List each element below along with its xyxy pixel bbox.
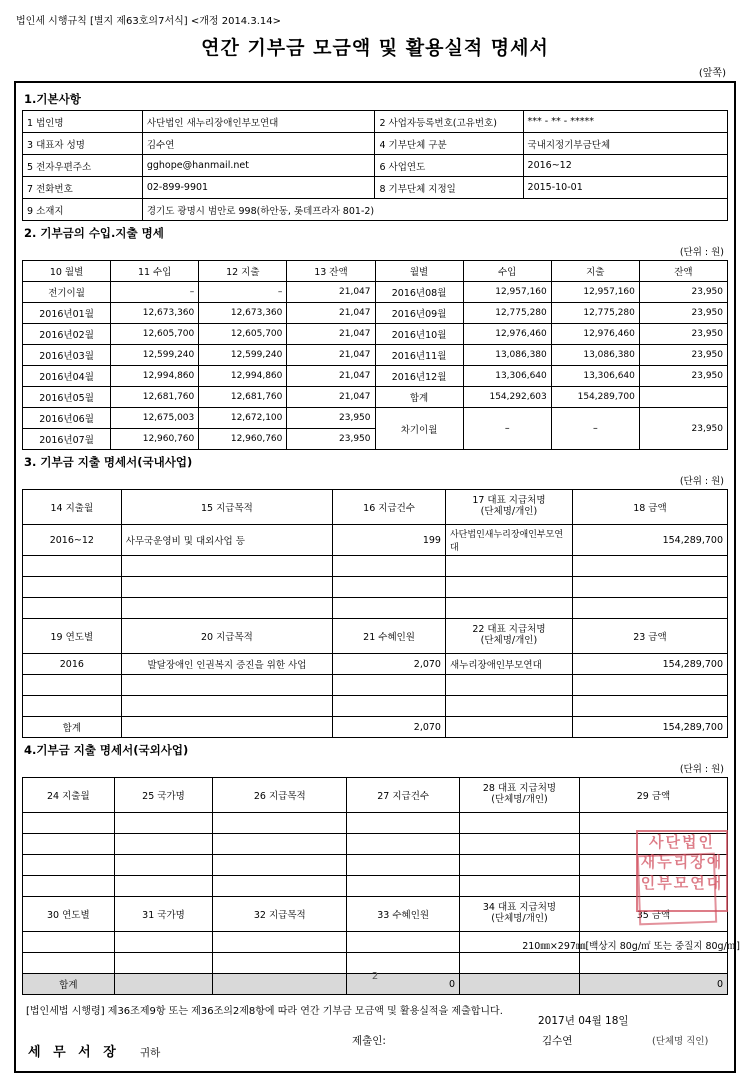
cell-payment-count: 199	[333, 525, 446, 556]
cell-empty	[213, 876, 347, 897]
cell-month: 2016년12월	[375, 366, 463, 387]
cell-total-balance	[639, 387, 727, 408]
cell-expense: 12,960,760	[199, 429, 287, 450]
cell-empty	[23, 598, 122, 619]
th-payment-purpose: 15 지급목적	[121, 490, 333, 525]
cell-empty	[347, 834, 460, 855]
cell-empty	[121, 556, 333, 577]
th-purpose-year-overseas: 32 지급목적	[213, 897, 347, 932]
cell-empty	[445, 577, 572, 598]
cell-balance: 23,950	[639, 303, 727, 324]
table-row	[23, 834, 728, 855]
value-designation-date: 2015-10-01	[523, 177, 727, 199]
cell-empty	[347, 932, 460, 953]
cell-total-beneficiaries-overseas: 0	[347, 974, 460, 995]
table-row	[23, 177, 728, 199]
cell-empty	[121, 717, 333, 738]
th-country-year: 31 국가명	[114, 897, 213, 932]
th-payee-year	[445, 619, 572, 654]
cell-empty	[445, 696, 572, 717]
cell-empty	[347, 855, 460, 876]
cell-total-income: 154,292,603	[463, 387, 551, 408]
page-number: 2	[371, 971, 379, 982]
th-income-right: 수입	[463, 261, 551, 282]
table-row	[23, 133, 728, 155]
cell-carryover-expense: –	[551, 408, 639, 450]
table-row	[23, 598, 728, 619]
cell-total-amount: 154,289,700	[572, 717, 727, 738]
cell-balance: 21,047	[287, 324, 375, 345]
page-title: 연간 기부금 모금액 및 활용실적 명세서	[201, 37, 549, 59]
th-income-left: 11 수입	[111, 261, 199, 282]
cell-empty	[333, 675, 446, 696]
cell-month: 2016년04월	[23, 366, 111, 387]
cell-balance: 23,950	[287, 408, 375, 429]
cell-balance: 21,047	[287, 366, 375, 387]
cell-empty	[23, 855, 115, 876]
cell-empty	[23, 876, 115, 897]
value-fiscal-year: 2016~12	[523, 155, 727, 177]
table-row	[23, 387, 728, 408]
submitter-label: 제출인:	[352, 1035, 386, 1047]
cell-income: 12,775,280	[463, 303, 551, 324]
cell-empty	[114, 834, 213, 855]
table-row	[23, 345, 728, 366]
submission-date: 2017년 04월 18일	[538, 1015, 629, 1027]
cell-month: 전기이월	[23, 282, 111, 303]
th-payee	[445, 490, 572, 525]
table-row	[23, 855, 728, 876]
cell-month: 2016년10월	[375, 324, 463, 345]
cell-expense: 12,672,100	[199, 408, 287, 429]
cell-empty	[572, 556, 727, 577]
th-amount-overseas: 29 금액	[579, 778, 727, 813]
cell-beneficiaries: 2,070	[333, 654, 446, 675]
cell-amount: 154,289,700	[572, 525, 727, 556]
cell-total-label: 합계	[23, 717, 122, 738]
table-header-row	[23, 490, 728, 525]
cell-month: 2016년06월	[23, 408, 111, 429]
form-code: 법인세 시행규칙 [별지 제63호의7서식] <개정 2014.3.14>	[16, 16, 281, 27]
cell-empty	[114, 813, 213, 834]
value-corp-name: 사단법인 새누리장애인부모연대	[142, 111, 375, 133]
th-balance-right: 잔액	[639, 261, 727, 282]
cell-empty	[213, 813, 347, 834]
label-address: 9 소재지	[23, 199, 143, 221]
cell-expense: 12,599,240	[199, 345, 287, 366]
cell-balance: 21,047	[287, 387, 375, 408]
section3-unit: (단위 : 원)	[679, 476, 724, 487]
th-purpose-year: 20 지급목적	[121, 619, 333, 654]
cell-empty	[445, 598, 572, 619]
cell-balance: 23,950	[639, 282, 727, 303]
cell-empty	[333, 577, 446, 598]
cell-empty	[333, 556, 446, 577]
cell-expense: 12,775,280	[551, 303, 639, 324]
cell-carryover-label: 차기이월	[375, 408, 463, 450]
cell-month: 2016년05월	[23, 387, 111, 408]
th-payee-overseas	[460, 778, 580, 813]
label-phone: 7 전화번호	[23, 177, 143, 199]
table-row	[23, 111, 728, 133]
th-expense-left: 12 지출	[199, 261, 287, 282]
cell-empty	[23, 834, 115, 855]
section4-title: 4.기부금 지출 명세서(국외사업)	[24, 743, 189, 757]
table-row	[23, 366, 728, 387]
cell-month: 2016년01월	[23, 303, 111, 324]
cell-balance: 23,950	[287, 429, 375, 450]
signature-block	[22, 1015, 728, 1065]
official-seal-secondary-icon	[637, 853, 717, 926]
cell-total-expense: 154,289,700	[551, 387, 639, 408]
cell-month: 2016년03월	[23, 345, 111, 366]
th-payee-overseas-line1: 28 대표 지급처명	[482, 783, 557, 795]
table-row	[23, 675, 728, 696]
cell-month: 2016년02월	[23, 324, 111, 345]
th-amount: 18 금액	[572, 490, 727, 525]
cell-balance: 23,950	[639, 366, 727, 387]
seal-label: (단체명 직인)	[652, 1036, 709, 1047]
seal-text: 사단법인 새누리장애인부모연대	[640, 833, 724, 892]
cell-total-label: 합계	[375, 387, 463, 408]
th-balance-left: 13 잔액	[287, 261, 375, 282]
cell-empty	[121, 577, 333, 598]
cell-empty	[572, 577, 727, 598]
cell-month: 2016년11월	[375, 345, 463, 366]
cell-amount-year: 154,289,700	[572, 654, 727, 675]
table-row	[23, 696, 728, 717]
cell-income: –	[111, 282, 199, 303]
cell-year: 2016	[23, 654, 122, 675]
cell-expense: 12,673,360	[199, 303, 287, 324]
cell-month: 2016년07월	[23, 429, 111, 450]
th-payee-year-line2: (단체명/개인)	[480, 635, 538, 646]
honorific-label: 귀하	[140, 1047, 161, 1059]
cell-empty	[445, 717, 572, 738]
th-month-right: 월별	[375, 261, 463, 282]
cell-payment-purpose: 사무국운영비 및 대외사업 등	[121, 525, 333, 556]
cell-expense: 12,605,700	[199, 324, 287, 345]
th-amount-year: 23 금액	[572, 619, 727, 654]
cell-expense: 13,086,380	[551, 345, 639, 366]
label-designation-date: 8 기부단체 지정일	[375, 177, 523, 199]
cell-balance: 21,047	[287, 303, 375, 324]
label-biz-number: 2 사업자등록번호(고유번호)	[375, 111, 523, 133]
cell-empty	[333, 696, 446, 717]
cell-empty	[460, 876, 580, 897]
th-payee-year-overseas-line2: (단체명/개인)	[491, 913, 548, 924]
cell-empty	[213, 932, 347, 953]
cell-payment-month: 2016~12	[23, 525, 122, 556]
cell-empty	[114, 932, 213, 953]
submitter-name: 김수연	[542, 1035, 573, 1047]
table-row	[23, 525, 728, 556]
income-expense-table	[22, 260, 728, 450]
th-year: 19 연도별	[23, 619, 122, 654]
th-year-overseas: 30 연도별	[23, 897, 115, 932]
section2-title: 2. 기부금의 수입.지출 명세	[24, 226, 164, 240]
table-row	[23, 654, 728, 675]
cell-income: 13,086,380	[463, 345, 551, 366]
cell-empty	[121, 696, 333, 717]
table-row	[23, 155, 728, 177]
table-row	[23, 282, 728, 303]
legal-note: [법인세법 시행령] 제36조제9항 또는 제36조의2제8항에 따라 연간 기부금 모금액 및 활용실적을 제출합니다.	[26, 1006, 503, 1017]
value-phone: 02-899-9901	[142, 177, 375, 199]
table-row	[23, 876, 728, 897]
cell-income: 12,994,860	[111, 366, 199, 387]
cell-empty	[572, 598, 727, 619]
cell-empty	[213, 855, 347, 876]
cell-month: 2016년09월	[375, 303, 463, 324]
paper-spec: 210㎜×297㎜[백상지 80g/㎡ 또는 중질지 80g/㎡]	[522, 941, 740, 952]
th-month-left: 10 월별	[23, 261, 111, 282]
cell-balance: 21,047	[287, 345, 375, 366]
cell-expense: 12,994,860	[199, 366, 287, 387]
overseas-expense-table	[22, 777, 728, 995]
th-payment-month-overseas: 24 지출월	[23, 778, 115, 813]
table-row	[23, 199, 728, 221]
th-payee-year-overseas-line1: 34 대표 지급처명	[482, 902, 557, 914]
cell-expense: 12,681,760	[199, 387, 287, 408]
cell-empty	[572, 675, 727, 696]
cell-empty	[445, 556, 572, 577]
value-address: 경기도 광명시 범안로 998(하안동, 롯데프라자 801-2)	[142, 199, 727, 221]
th-beneficiaries-overseas: 33 수혜인원	[347, 897, 460, 932]
table-header-row	[23, 619, 728, 654]
table-header-row	[23, 778, 728, 813]
cell-balance: 23,950	[639, 345, 727, 366]
label-email: 5 전자우편주소	[23, 155, 143, 177]
cell-payee-year: 새누리장애인부모연대	[445, 654, 572, 675]
th-payee-line2: (단체명/개인)	[480, 506, 538, 517]
value-donation-type: 국내지정기부금단체	[523, 133, 727, 155]
value-biz-number: *** - ** - *****	[523, 111, 727, 133]
th-payment-count: 16 지급건수	[333, 490, 446, 525]
table-row	[23, 408, 728, 429]
cell-empty	[445, 675, 572, 696]
cell-empty	[23, 556, 122, 577]
table-header-row	[23, 897, 728, 932]
th-beneficiaries: 21 수혜인원	[333, 619, 446, 654]
cell-income: 12,960,760	[111, 429, 199, 450]
cell-income: 12,957,160	[463, 282, 551, 303]
cell-total-beneficiaries: 2,070	[333, 717, 446, 738]
basic-info-table	[22, 110, 728, 221]
label-donation-type: 4 기부단체 구분	[375, 133, 523, 155]
th-expense-right: 지출	[551, 261, 639, 282]
cell-empty	[572, 696, 727, 717]
cell-empty	[460, 834, 580, 855]
label-ceo-name: 3 대표자 성명	[23, 133, 143, 155]
cell-empty	[347, 813, 460, 834]
cell-empty	[121, 675, 333, 696]
cell-income: 12,605,700	[111, 324, 199, 345]
document-frame	[14, 81, 736, 1073]
cell-carryover-balance: 23,950	[639, 408, 727, 450]
th-amount-year-overseas: 35 금액	[579, 897, 727, 932]
th-payment-month: 14 지출월	[23, 490, 122, 525]
tax-office-label: 세 무 서 장	[28, 1045, 120, 1060]
label-fiscal-year: 6 사업연도	[375, 155, 523, 177]
th-payee-year-overseas	[460, 897, 580, 932]
cell-empty	[23, 813, 115, 834]
value-ceo-name: 김수연	[142, 133, 375, 155]
section1-title: 1.기본사항	[24, 92, 81, 106]
cell-month: 2016년08월	[375, 282, 463, 303]
cell-purpose-year: 발달장애인 인권복지 증진을 위한 사업	[121, 654, 333, 675]
section4-unit: (단위 : 원)	[679, 764, 724, 775]
table-total-row	[23, 717, 728, 738]
cell-payee: 사단법인새누리장애인부모연대	[445, 525, 572, 556]
th-count-overseas: 27 지급건수	[347, 778, 460, 813]
domestic-expense-table	[22, 489, 728, 738]
cell-income: 12,675,003	[111, 408, 199, 429]
cell-total-amount-overseas: 0	[579, 974, 727, 995]
cell-total-label-overseas: 합계	[23, 974, 115, 995]
table-row	[23, 556, 728, 577]
cell-empty	[23, 932, 115, 953]
section3-title: 3. 기부금 지출 명세서(국내사업)	[24, 455, 193, 469]
cell-income: 12,599,240	[111, 345, 199, 366]
th-payee-overseas-line2: (단체명/개인)	[491, 794, 548, 805]
cell-empty	[347, 876, 460, 897]
th-payee-year-line1: 22 대표 지급처명	[472, 624, 546, 636]
th-purpose-overseas: 26 지급목적	[213, 778, 347, 813]
cell-empty	[23, 577, 122, 598]
cell-empty	[213, 834, 347, 855]
table-row	[23, 303, 728, 324]
cell-empty	[460, 813, 580, 834]
th-country: 25 국가명	[114, 778, 213, 813]
value-email: gghope@hanmail.net	[142, 155, 375, 177]
cell-carryover-income: –	[463, 408, 551, 450]
cell-expense: 13,306,640	[551, 366, 639, 387]
cell-empty	[333, 598, 446, 619]
cell-expense: 12,976,460	[551, 324, 639, 345]
th-payee-line1: 17 대표 지급처명	[472, 495, 546, 507]
table-header-row	[23, 261, 728, 282]
cell-income: 12,681,760	[111, 387, 199, 408]
section2-unit: (단위 : 원)	[679, 247, 724, 258]
cell-income: 12,976,460	[463, 324, 551, 345]
cell-empty	[23, 696, 122, 717]
cell-balance: 21,047	[287, 282, 375, 303]
table-row	[23, 813, 728, 834]
cell-empty	[114, 855, 213, 876]
side-note: (앞쪽)	[698, 68, 726, 79]
table-row	[23, 324, 728, 345]
cell-empty	[460, 855, 580, 876]
cell-empty	[121, 598, 333, 619]
table-row	[23, 577, 728, 598]
cell-income: 12,673,360	[111, 303, 199, 324]
cell-income: 13,306,640	[463, 366, 551, 387]
label-corp-name: 1 법인명	[23, 111, 143, 133]
cell-empty	[23, 675, 122, 696]
cell-expense: –	[199, 282, 287, 303]
cell-expense: 12,957,160	[551, 282, 639, 303]
cell-empty	[114, 876, 213, 897]
cell-balance: 23,950	[639, 324, 727, 345]
